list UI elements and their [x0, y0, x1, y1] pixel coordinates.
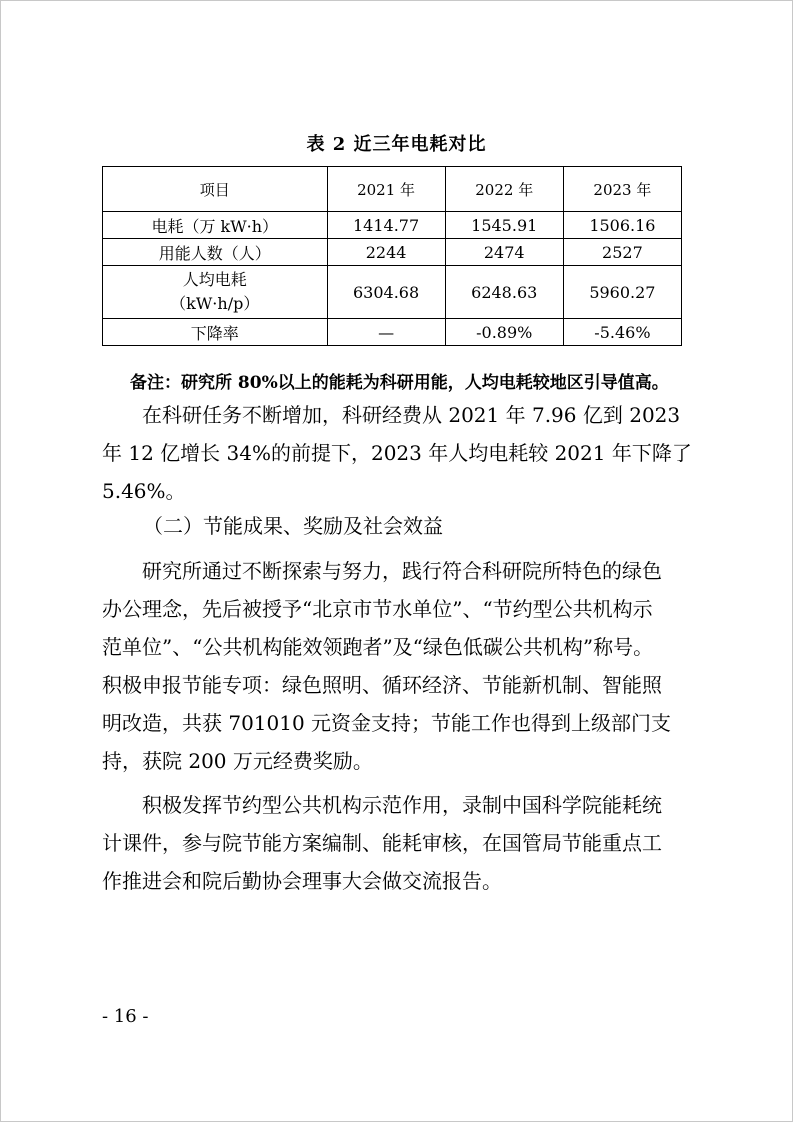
table-caption: 表 2 近三年电耗对比 [306, 134, 487, 155]
paragraph-line: 持，获院 200 万元经费奖励。 [102, 749, 373, 773]
table-cell: 6248.63 [445, 266, 563, 319]
table-cell: 2474 [445, 239, 563, 266]
table-cell: 1545.91 [445, 212, 563, 239]
paragraph-achievements [102, 552, 692, 780]
table-cell: 2244 [327, 239, 445, 266]
table-cell: 5960.27 [563, 266, 681, 319]
table-cell: -5.46% [563, 319, 681, 346]
paragraph-line: 作推进会和院后勤协会理事大会做交流报告。 [102, 869, 502, 893]
paragraph-line: 明改造，共获 701010 元资金支持；节能工作也得到上级部门支 [102, 711, 672, 735]
row-label-line2: （kW·h/p） [170, 294, 260, 313]
paragraph-line: 积极申报节能专项：绿色照明、循环经济、节能新机制、智能照 [102, 673, 662, 697]
page-number: - 16 - [102, 1006, 149, 1027]
energy-comparison-table [102, 166, 682, 346]
paragraph-line: 在科研任务不断增加，科研经费从 2021 年 7.96 亿到 2023 [102, 403, 681, 427]
table-cell: 1414.77 [327, 212, 445, 239]
paragraph-demonstration [102, 786, 692, 900]
table-row [103, 239, 682, 266]
row-label: 电耗（万 kW·h） [103, 212, 328, 239]
row-label-line1: 人均电耗 [182, 270, 247, 289]
table-note: 备注：研究所 80%以上的能耗为科研用能，人均电耗较地区引导值高。 [130, 373, 669, 393]
row-label [103, 266, 328, 319]
table-cell: 2527 [563, 239, 681, 266]
table-header-item: 项目 [103, 167, 328, 212]
table-cell: 6304.68 [327, 266, 445, 319]
paragraph-line: 办公理念，先后被授予“北京市节水单位”、“节约型公共机构示 [102, 597, 653, 621]
paragraph-line: 范单位”、“公共机构能效领跑者”及“绿色低碳公共机构”称号。 [102, 635, 654, 659]
table-row [103, 212, 682, 239]
paragraph-line: 积极发挥节约型公共机构示范作用，录制中国科学院能耗统 [102, 793, 662, 817]
table-header-2022: 2022 年 [445, 167, 563, 212]
row-label: 下降率 [103, 319, 328, 346]
paragraph-line: 5.46%。 [102, 479, 186, 503]
paragraph-line: 年 12 亿增长 34%的前提下，2023 年人均电耗较 2021 年下降了 [102, 441, 692, 465]
row-label: 用能人数（人） [103, 239, 328, 266]
paragraph-energy-trend [102, 396, 692, 510]
paragraph-line: 计课件，参与院节能方案编制、能耗审核，在国管局节能重点工 [102, 831, 662, 855]
table-cell: 1506.16 [563, 212, 681, 239]
table-header-2021: 2021 年 [327, 167, 445, 212]
table-cell: -0.89% [445, 319, 563, 346]
table-cell: — [327, 319, 445, 346]
section-heading: （二）节能成果、奖励及社会效益 [143, 514, 443, 538]
table-row [103, 319, 682, 346]
paragraph-line: 研究所通过不断探索与努力，践行符合科研院所特色的绿色 [102, 559, 662, 583]
table-header-2023: 2023 年 [563, 167, 681, 212]
table-row [103, 266, 682, 319]
table-header-row [103, 167, 682, 212]
